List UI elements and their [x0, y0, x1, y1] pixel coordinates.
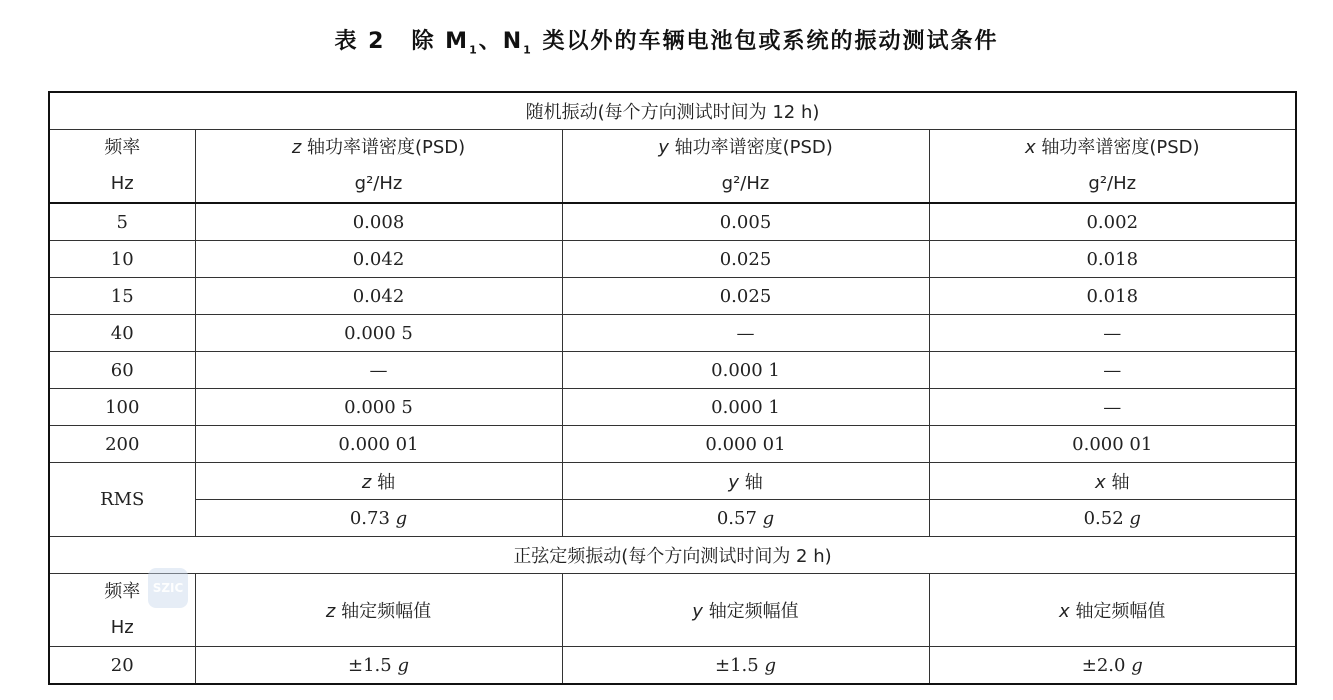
- sine-x-g: g: [1131, 654, 1143, 676]
- rms-y-number: 0.57: [716, 507, 757, 529]
- x-amp-header: [929, 574, 1296, 647]
- row-y-value: 0.025: [562, 278, 929, 315]
- row-z-value: 0.000 5: [195, 389, 562, 426]
- table-number: 表 2: [334, 29, 386, 54]
- freq-label: 频率: [104, 137, 141, 158]
- rms-z-value: [195, 500, 562, 537]
- title-m: M: [445, 29, 470, 54]
- row-x-value: —: [929, 389, 1296, 426]
- rms-x-number: 0.52: [1083, 507, 1124, 529]
- sine-header-row: [49, 574, 1296, 647]
- row-x-value: 0.002: [929, 203, 1296, 241]
- table-row: [49, 203, 1296, 241]
- rms-z-axis: [195, 463, 562, 500]
- y-psd-label: 轴功率谱密度(PSD): [674, 137, 833, 158]
- rms-y-value: [562, 500, 929, 537]
- y-amp-letter: y: [692, 601, 703, 622]
- row-z-value: 0.008: [195, 203, 562, 241]
- row-y-value: 0.025: [562, 241, 929, 278]
- rms-x-axis: [929, 463, 1296, 500]
- freq-unit: Hz: [110, 173, 134, 194]
- rms-z-g: g: [395, 507, 408, 529]
- row-z-value: 0.042: [195, 278, 562, 315]
- table-row: [49, 352, 1296, 389]
- table-title: [0, 24, 1333, 56]
- random-header-row: [49, 130, 1296, 204]
- y-amp-label: 轴定频幅值: [708, 601, 799, 622]
- row-x-value: —: [929, 315, 1296, 352]
- z-psd-label: 轴功率谱密度(PSD): [307, 137, 466, 158]
- x-axis-letter: x: [1024, 137, 1036, 158]
- x-amp-letter: x: [1059, 601, 1070, 622]
- sine-x-number: ±2.0: [1081, 654, 1126, 676]
- row-z-value: 0.000 01: [195, 426, 562, 463]
- row-freq: 10: [49, 241, 195, 278]
- row-x-value: —: [929, 352, 1296, 389]
- title-n: N: [502, 29, 524, 54]
- x-psd-unit: g²/Hz: [1088, 173, 1137, 194]
- rms-axis-row: [49, 463, 1296, 500]
- table-row: [49, 315, 1296, 352]
- row-y-value: 0.005: [562, 203, 929, 241]
- rms-x-g: g: [1129, 507, 1141, 529]
- title-m-sub: 1: [469, 43, 479, 57]
- y-axis-letter: y: [658, 137, 669, 158]
- title-rest: 类以外的车辆电池包或系统的振动测试条件: [542, 29, 999, 54]
- sine-x-value: [929, 647, 1296, 685]
- rms-value-row: [49, 500, 1296, 537]
- sine-z-value: [195, 647, 562, 685]
- rms-y-word: 轴: [744, 472, 763, 493]
- table-row: [49, 241, 1296, 278]
- table-row: [49, 426, 1296, 463]
- row-freq: 100: [49, 389, 195, 426]
- row-z-value: 0.000 5: [195, 315, 562, 352]
- z-amp-letter: z: [325, 601, 336, 622]
- row-freq: 40: [49, 315, 195, 352]
- rms-y-axis: [562, 463, 929, 500]
- sine-section-title: 正弦定频振动(每个方向测试时间为 2 h): [49, 537, 1296, 574]
- sine-freq-unit: Hz: [110, 617, 134, 638]
- sine-z-g: g: [397, 654, 409, 676]
- sine-y-number: ±1.5: [715, 654, 759, 676]
- row-z-value: —: [195, 352, 562, 389]
- row-freq: 15: [49, 278, 195, 315]
- row-y-value: —: [562, 315, 929, 352]
- rms-y-g: g: [762, 507, 775, 529]
- watermark-logo: SZIC: [148, 568, 188, 608]
- sine-y-value: [562, 647, 929, 685]
- vibration-test-table: [48, 91, 1297, 685]
- sine-z-number: ±1.5: [348, 654, 392, 676]
- rms-x-word: 轴: [1111, 472, 1130, 493]
- rms-label: RMS: [49, 463, 195, 537]
- rms-z-word: 轴: [377, 472, 396, 493]
- row-freq: 200: [49, 426, 195, 463]
- sine-freq: 20: [49, 647, 195, 685]
- z-amp-label: 轴定频幅值: [341, 601, 432, 622]
- z-amp-header: [195, 574, 562, 647]
- title-n-sub: 1: [523, 43, 533, 57]
- rms-z-number: 0.73: [349, 507, 390, 529]
- row-x-value: 0.000 01: [929, 426, 1296, 463]
- random-section-title: 随机振动(每个方向测试时间为 12 h): [49, 92, 1296, 130]
- row-freq: 60: [49, 352, 195, 389]
- y-psd-header: [562, 130, 929, 204]
- row-x-value: 0.018: [929, 278, 1296, 315]
- z-psd-unit: g²/Hz: [354, 173, 403, 194]
- title-prefix: 除: [411, 29, 436, 54]
- z-psd-header: [195, 130, 562, 204]
- table-row: [49, 278, 1296, 315]
- sine-y-g: g: [764, 654, 776, 676]
- x-amp-label: 轴定频幅值: [1075, 601, 1166, 622]
- rms-x-value: [929, 500, 1296, 537]
- rms-y-letter: y: [728, 472, 739, 493]
- freq-header: [49, 130, 195, 204]
- table-row: [49, 389, 1296, 426]
- row-y-value: 0.000 1: [562, 389, 929, 426]
- row-x-value: 0.018: [929, 241, 1296, 278]
- sine-freq-label: 频率: [104, 581, 141, 602]
- z-axis-letter: z: [291, 137, 302, 158]
- title-sep: 、: [478, 29, 503, 54]
- rms-z-letter: z: [361, 472, 372, 493]
- row-y-value: 0.000 01: [562, 426, 929, 463]
- rms-x-letter: x: [1095, 472, 1106, 493]
- x-psd-label: 轴功率谱密度(PSD): [1041, 137, 1200, 158]
- x-psd-header: [929, 130, 1296, 204]
- y-amp-header: [562, 574, 929, 647]
- sine-value-row: [49, 647, 1296, 685]
- y-psd-unit: g²/Hz: [721, 173, 770, 194]
- row-y-value: 0.000 1: [562, 352, 929, 389]
- row-z-value: 0.042: [195, 241, 562, 278]
- row-freq: 5: [49, 203, 195, 241]
